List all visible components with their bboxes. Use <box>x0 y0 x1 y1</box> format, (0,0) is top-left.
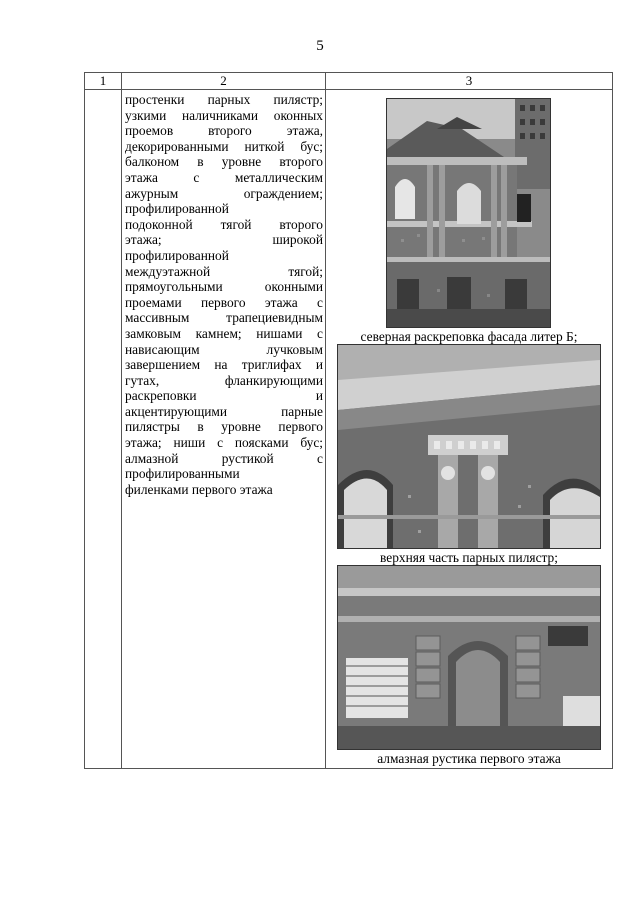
description-line: профилированными <box>125 466 240 482</box>
building-facade-photo <box>386 98 551 328</box>
description-line: раскреповки и <box>125 388 323 404</box>
page-number: 5 <box>316 38 324 54</box>
monument-description-table <box>84 72 613 769</box>
table-header-row <box>85 73 613 90</box>
row-number-cell <box>85 90 122 769</box>
description-line: завершением на триглифах и <box>125 357 323 373</box>
description-line: акцентирующими парные <box>125 403 323 419</box>
pilaster-detail-photo <box>337 344 601 549</box>
description-line: простенки парных пилястр; <box>125 92 323 107</box>
photo-caption: северная раскреповка фасада литер Б; <box>360 329 578 344</box>
description-line: этажа; широкой <box>125 232 323 248</box>
photo-caption: алмазная рустика первого этажа <box>377 751 561 766</box>
description-line: балконом в уровне второго <box>125 154 323 170</box>
description-line: этажа с металлическим <box>125 169 323 185</box>
photos-cell <box>326 90 613 769</box>
header-col-2: 2 <box>122 73 326 90</box>
description-line: ажурным ограждением; <box>125 185 323 201</box>
table-row <box>85 90 613 769</box>
description-line: нависающим лучковым <box>125 341 323 357</box>
description-line: проемов второго этажа, <box>125 123 323 139</box>
header-col-3: 3 <box>326 73 613 90</box>
description-line: филенками первого этажа <box>125 481 273 497</box>
description-line: проемами первого этажа с <box>125 294 323 310</box>
description-line: этажа; ниши с поясками бус; <box>125 435 323 451</box>
description-line: прямоугольными оконными <box>125 279 323 295</box>
description-line: профилированной <box>125 247 229 263</box>
description-line: междуэтажной тягой; <box>125 263 323 279</box>
rustication-photo <box>337 565 601 750</box>
description-line: пилястры в уровне первого <box>125 419 323 435</box>
description-line: подоконной тягой второго <box>125 216 323 232</box>
description-text <box>122 90 325 497</box>
description-line: декорированными ниткой бус; <box>125 138 323 154</box>
description-line: гутах, фланкирующими <box>125 372 323 388</box>
description-cell <box>122 90 326 769</box>
description-line: алмазной рустикой с <box>125 450 323 466</box>
photo-caption: верхняя часть парных пилястр; <box>380 550 558 565</box>
description-line: узкими наличниками оконных <box>125 107 323 123</box>
description-line: массивным трапециевидным <box>125 310 323 326</box>
description-line: профилированной <box>125 201 229 217</box>
header-col-1: 1 <box>85 73 122 90</box>
description-line: замковым камнем; нишами с <box>125 325 323 341</box>
